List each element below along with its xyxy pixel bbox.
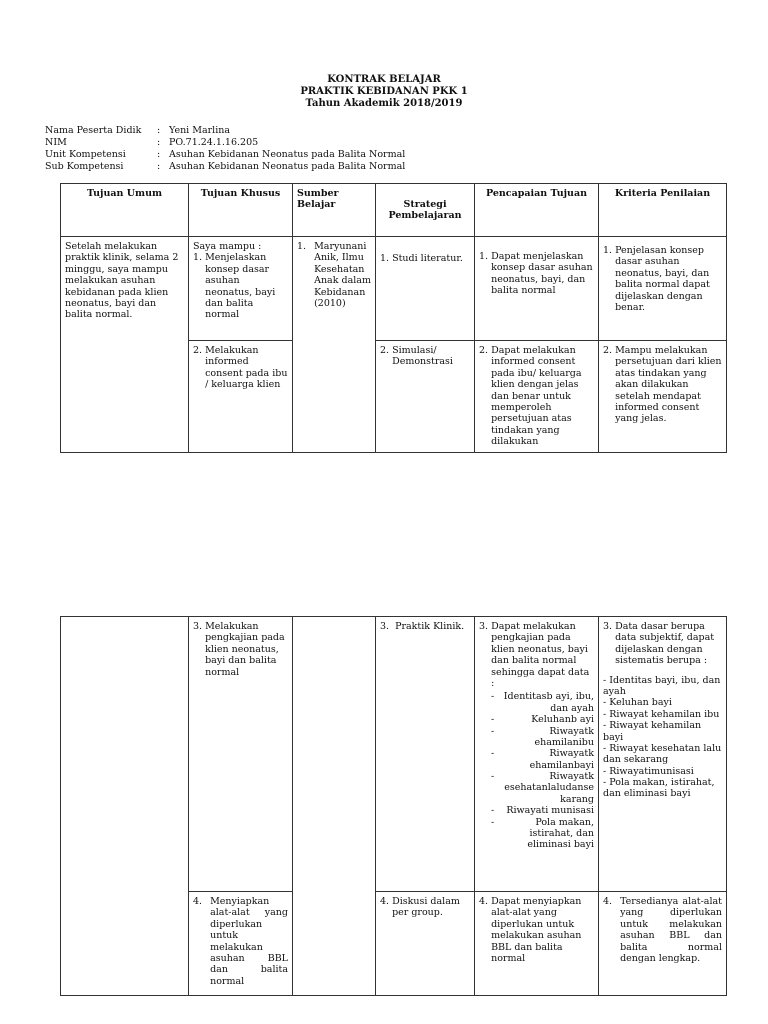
cell-tujuan-umum-cont [61,617,189,996]
khusus-intro: Saya mampu : [193,241,262,252]
list-item: - Riwayat kehamilan ibu [603,708,720,720]
pencapaian-item-1 [479,251,594,297]
cell-strategi-4 [376,892,475,996]
cell-sumber-belajar [293,237,376,453]
cell-strategi-3 [376,617,475,892]
item-text: Menyiapkan alat-alat yang diperlukan untuk melakukan asuhan BBL dan balita normal [210,896,288,987]
list-item: - Riwayatimunisasi [603,765,694,777]
sumber-item-1 [297,241,371,309]
list-item: - Riwayatk ehamilanibu [491,725,594,748]
item-number: 3. [603,621,613,632]
item-text: Menjelaskan konsep dasar asuhan neonatus, bayi dan balita normal [205,252,276,321]
cell-pencapaian-3 [475,617,599,892]
cell-tujuan-umum: Setelah melakukan praktik klinik, selama 2 minggu, saya mampu melakukan asuhan kebidanan pada klien neonatus, bayi dan balita normal. [61,237,189,453]
info-label: NIM [45,137,67,148]
khusus-item-2 [193,345,288,391]
info-colon: : [157,137,161,148]
cell-kriteria-3 [599,617,727,892]
header-strategi: Strategi Pembelajaran [376,184,475,237]
info-value: Yeni Marlina [169,125,231,136]
cell-sumber-belajar-cont [293,617,376,996]
item-text: Melakukan pengkajian pada klien neonatus, bayi dan balita normal [205,621,285,678]
item-text: Dapat melakukan pengkajian pada klien neonatus, bayi dan balita normal sehingga dapat data : [491,621,590,689]
cell-pencapaian-4 [475,892,599,996]
item-number: 1. [380,253,390,264]
kriteria-item-3 [603,621,722,667]
item-text: Data dasar berupa data subjektif, dapat dijelaskan dengan sistematis berupa : [615,621,715,667]
info-colon: : [157,149,161,160]
item-number: 2. [193,345,203,356]
item-number: 4. [479,896,489,907]
info-row-sub [45,161,405,173]
item-number: 3. [479,621,489,632]
pencapaian-data-list [479,691,594,850]
item-number: 4. [193,896,203,907]
list-item: - Riwayati munisasi [491,805,594,817]
item-text: Mampu melakukan persetujuan dari klien atas tindakan yang akan dilakukan setelah mendapat informed consent yang jelas. [615,345,722,425]
khusus-item-3 [193,621,288,678]
kriteria-item-4 [603,896,722,964]
info-colon: : [157,161,161,172]
list-item: - Riwayat kesehatan lalu dan sekarang [603,742,722,766]
info-row-unit [45,149,405,161]
khusus-item-1 [193,252,288,320]
list-item: - Riwayatk ehamilanbayi [491,748,594,771]
pencapaian-item-3 [479,621,594,689]
strategi-item-2 [380,345,470,368]
item-text: Praktik Klinik. [395,621,465,632]
item-number: 1. [297,241,307,252]
header-sumber-belajar: Sumber Belajar [293,184,376,237]
strategi-item-4 [380,896,470,919]
pencapaian-item-4 [479,896,594,964]
item-number: 4. [380,896,390,907]
cell-pencapaian-1 [475,237,599,341]
kriteria-item-2 [603,345,722,425]
item-text: Maryunani Anik, Ilmu Kesehatan Anak dalam Kebidanan (2010) [314,241,371,309]
student-info [45,125,405,173]
strategi-item-3 [380,621,470,632]
cell-khusus-4 [189,892,293,996]
list-item: - Riwayatk esehatanlaludanse karang [491,771,594,805]
info-label: Nama Peserta Didik [45,125,142,136]
item-number: 4. [603,896,613,907]
title-line1: KONTRAK BELAJAR [327,74,441,85]
item-number: 3. [193,621,203,632]
header-tujuan-umum: Tujuan Umum [61,184,189,237]
item-number: 3. [380,621,390,632]
info-label: Sub Kompetensi [45,161,124,172]
info-row-nim [45,137,405,149]
header-pencapaian: Pencapaian Tujuan [475,184,599,237]
title-line2: PRAKTIK KEBIDANAN PKK 1 [300,86,468,97]
header-tujuan-khusus: Tujuan Khusus [189,184,293,237]
item-number: 2. [380,345,390,356]
title-line3: Tahun Akademik 2018/2019 [305,98,463,109]
item-number: 2. [479,345,489,356]
item-text: Simulasi/ Demonstrasi [392,345,453,368]
list-item: - Keluhanb ayi [491,714,594,726]
cell-khusus-2 [189,341,293,453]
table-header-row [61,184,727,237]
kriteria-data-list [603,675,722,800]
item-text: Dapat menyiapkan alat-alat yang diperlukan untuk melakukan asuhan BBL dan balita normal [491,896,582,964]
table-row [61,237,727,341]
pencapaian-item-2 [479,345,594,448]
item-number: 1. [603,245,613,256]
cell-kriteria-1 [599,237,727,341]
item-text: Melakukan informed consent pada ibu / keluarga klien [205,345,288,391]
learning-contract-table-continued [60,616,727,996]
info-value: PO.71.24.1.16.205 [169,137,259,148]
list-item: - Keluhan bayi [603,697,672,709]
list-item: - Identitasb ayi, ibu, dan ayah [491,691,594,714]
list-item: - Pola makan, istirahat, dan eliminasi bayi [603,777,715,800]
info-value: Asuhan Kebidanan Neonatus pada Balita Normal [169,149,406,160]
item-number: 1. [479,251,489,262]
header-kriteria: Kriteria Penilaian [599,184,727,237]
info-row-name [45,125,405,137]
info-colon: : [157,125,161,136]
list-item: - Riwayat kehamilan bayi [603,720,702,743]
khusus-item-4 [193,896,288,987]
list-item: - Pola makan, istirahat, dan eliminasi bayi [491,816,594,851]
item-text: Penjelasan konsep dasar asuhan neonatus, bayi, dan balita normal dapat dijelaskan dengan benar. [615,245,710,313]
info-label: Unit Kompetensi [45,149,126,160]
cell-pencapaian-2 [475,341,599,453]
item-number: 1. [193,252,203,264]
item-text: Diskusi dalam per group. [392,896,460,919]
cell-kriteria-2 [599,341,727,453]
kriteria-item-1 [603,245,722,313]
item-text: Dapat melakukan informed consent pada ibu/ keluarga klien dengan jelas dan benar untuk memperoleh persetujuan atas tindakan yang dilakukan [491,345,582,448]
info-value: Asuhan Kebidanan Neonatus pada Balita Normal [169,161,406,172]
cell-khusus-3 [189,617,293,892]
strategi-item-1 [380,253,470,264]
list-item: - Identitas bayi, ibu, dan ayah [603,674,721,697]
cell-khusus-1 [189,237,293,341]
learning-contract-table [60,183,727,453]
item-text: Studi literatur. [392,253,463,264]
item-text: Tersedianya alat-alat yang diperlukan untuk melakukan asuhan BBL dan balita normal dengan lengkap. [620,896,722,964]
cell-kriteria-4 [599,892,727,996]
cell-strategi-1 [376,237,475,341]
table-row [61,617,727,892]
item-number: 2. [603,345,613,356]
item-text: Dapat menjelaskan konsep dasar asuhan neonatus, bayi, dan balita normal [491,251,593,297]
cell-strategi-2 [376,341,475,453]
